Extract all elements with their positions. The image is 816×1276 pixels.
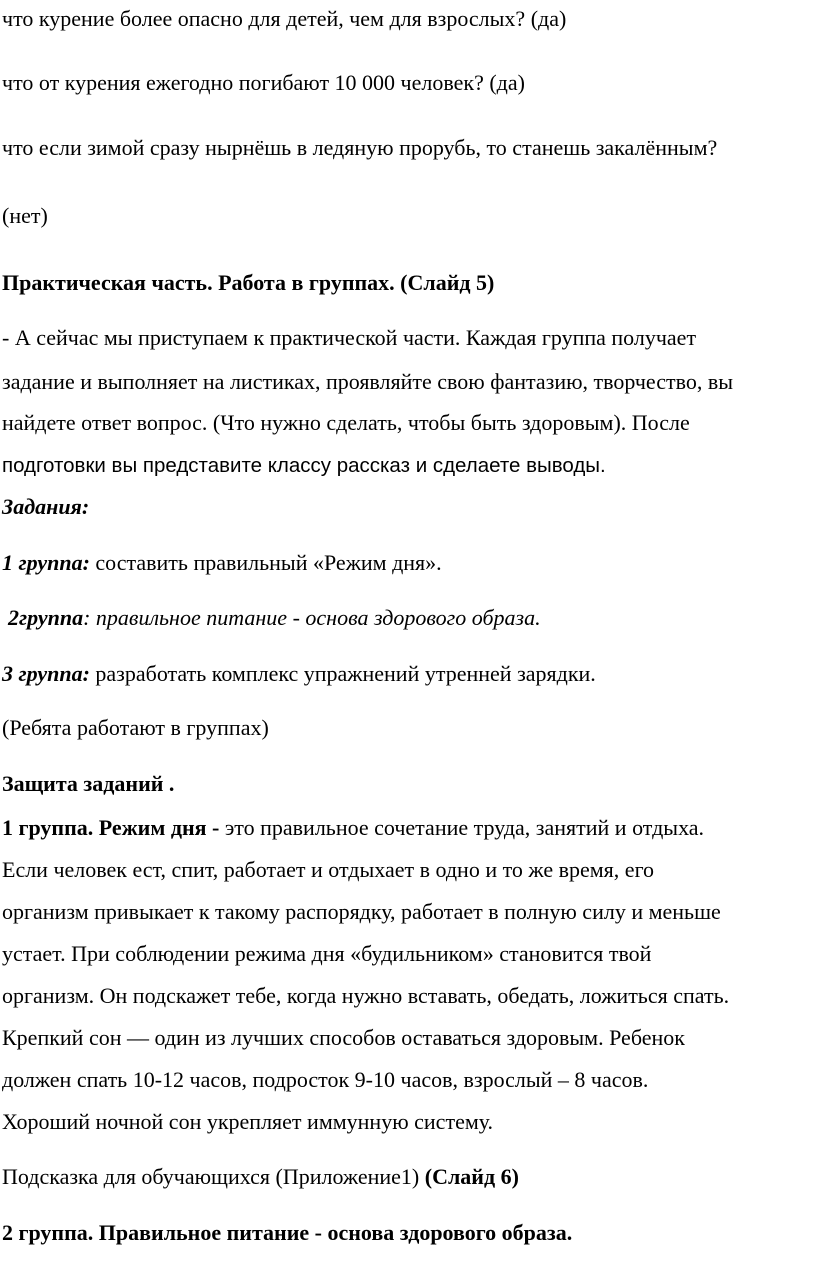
paragraph-line: Крепкий сон — один из лучших способов оставаться здоровым. Ребенок xyxy=(2,1025,685,1050)
group-2-answer-title: 2 группа. Правильное питание - основа здорового образа. xyxy=(2,1220,573,1245)
group-1-label: 1 группа: xyxy=(2,550,90,575)
paragraph-line: организм привыкает к такому распорядку, работает в полную силу и меньше xyxy=(2,899,721,924)
task-group-2 xyxy=(8,607,541,629)
paragraph-line: должен спать 10-12 часов, подросток 9-10 часов, взрослый – 8 часов. xyxy=(2,1067,649,1092)
group-3-task: разработать комплекс упражнений утренней зарядки. xyxy=(89,661,596,686)
group-2-task: : правильное питание - основа здорового образа. xyxy=(83,605,541,630)
paragraph-line: задание и выполняет на листиках, проявляйте свою фантазию, творчество, вы xyxy=(2,369,734,394)
group-1-task: составить правильный «Режим дня». xyxy=(89,550,442,575)
paragraph-line: устает. При соблюдении режима дня «будильником» становится твой xyxy=(2,941,652,966)
tasks-heading: Задания: xyxy=(2,494,90,519)
paragraph-line: - А сейчас мы приступаем к практической части. Каждая группа получает xyxy=(2,325,697,350)
section-heading-defense: Защита заданий . xyxy=(2,771,175,796)
paragraph-line: подготовки вы представите классу рассказ и сделаете выводы. xyxy=(2,454,606,477)
text-line-smoking-children: что курение более опасно для детей, чем для взрослых? (да) xyxy=(2,6,567,31)
group-1-answer-title: 1 группа. Режим дня - xyxy=(2,815,220,840)
paragraph-line: организм. Он подскажет тебе, когда нужно вставать, обедать, ложиться спать. xyxy=(2,983,730,1008)
paragraph-line: Хороший ночной сон укрепляет иммунную систему. xyxy=(2,1109,494,1134)
text-line-ice-hole: что если зимой сразу нырнёшь в ледяную прорубь, то станешь закалённым? xyxy=(2,135,718,160)
group-3-label: 3 группа: xyxy=(2,661,90,686)
text-line-groups-working: (Ребята работают в группах) xyxy=(2,715,269,740)
group-1-answer-text: это правильное сочетание труда, занятий и отдыха. xyxy=(219,815,705,840)
task-group-3 xyxy=(2,663,596,685)
paragraph-line: найдете ответ вопрос. (Что нужно сделать, чтобы быть здоровым). После xyxy=(2,410,690,435)
paragraph-line: Если человек ест, спит, работает и отдыхает в одно и то же время, его xyxy=(2,857,655,882)
hint-line xyxy=(2,1166,519,1188)
group-1-answer-intro xyxy=(2,817,704,839)
task-group-1 xyxy=(2,552,442,574)
hint-text: Подсказка для обучающихся (Приложение1) xyxy=(2,1164,425,1189)
group-2-label: 2группа xyxy=(8,605,84,630)
section-heading-practical: Практическая часть. Работа в группах. (Слайд 5) xyxy=(2,270,495,295)
text-line-smoking-deaths: что от курения ежегодно погибают 10 000 человек? (да) xyxy=(2,70,525,95)
slide-reference: (Слайд 6) xyxy=(424,1164,519,1189)
text-line-answer-no: (нет) xyxy=(2,203,48,228)
